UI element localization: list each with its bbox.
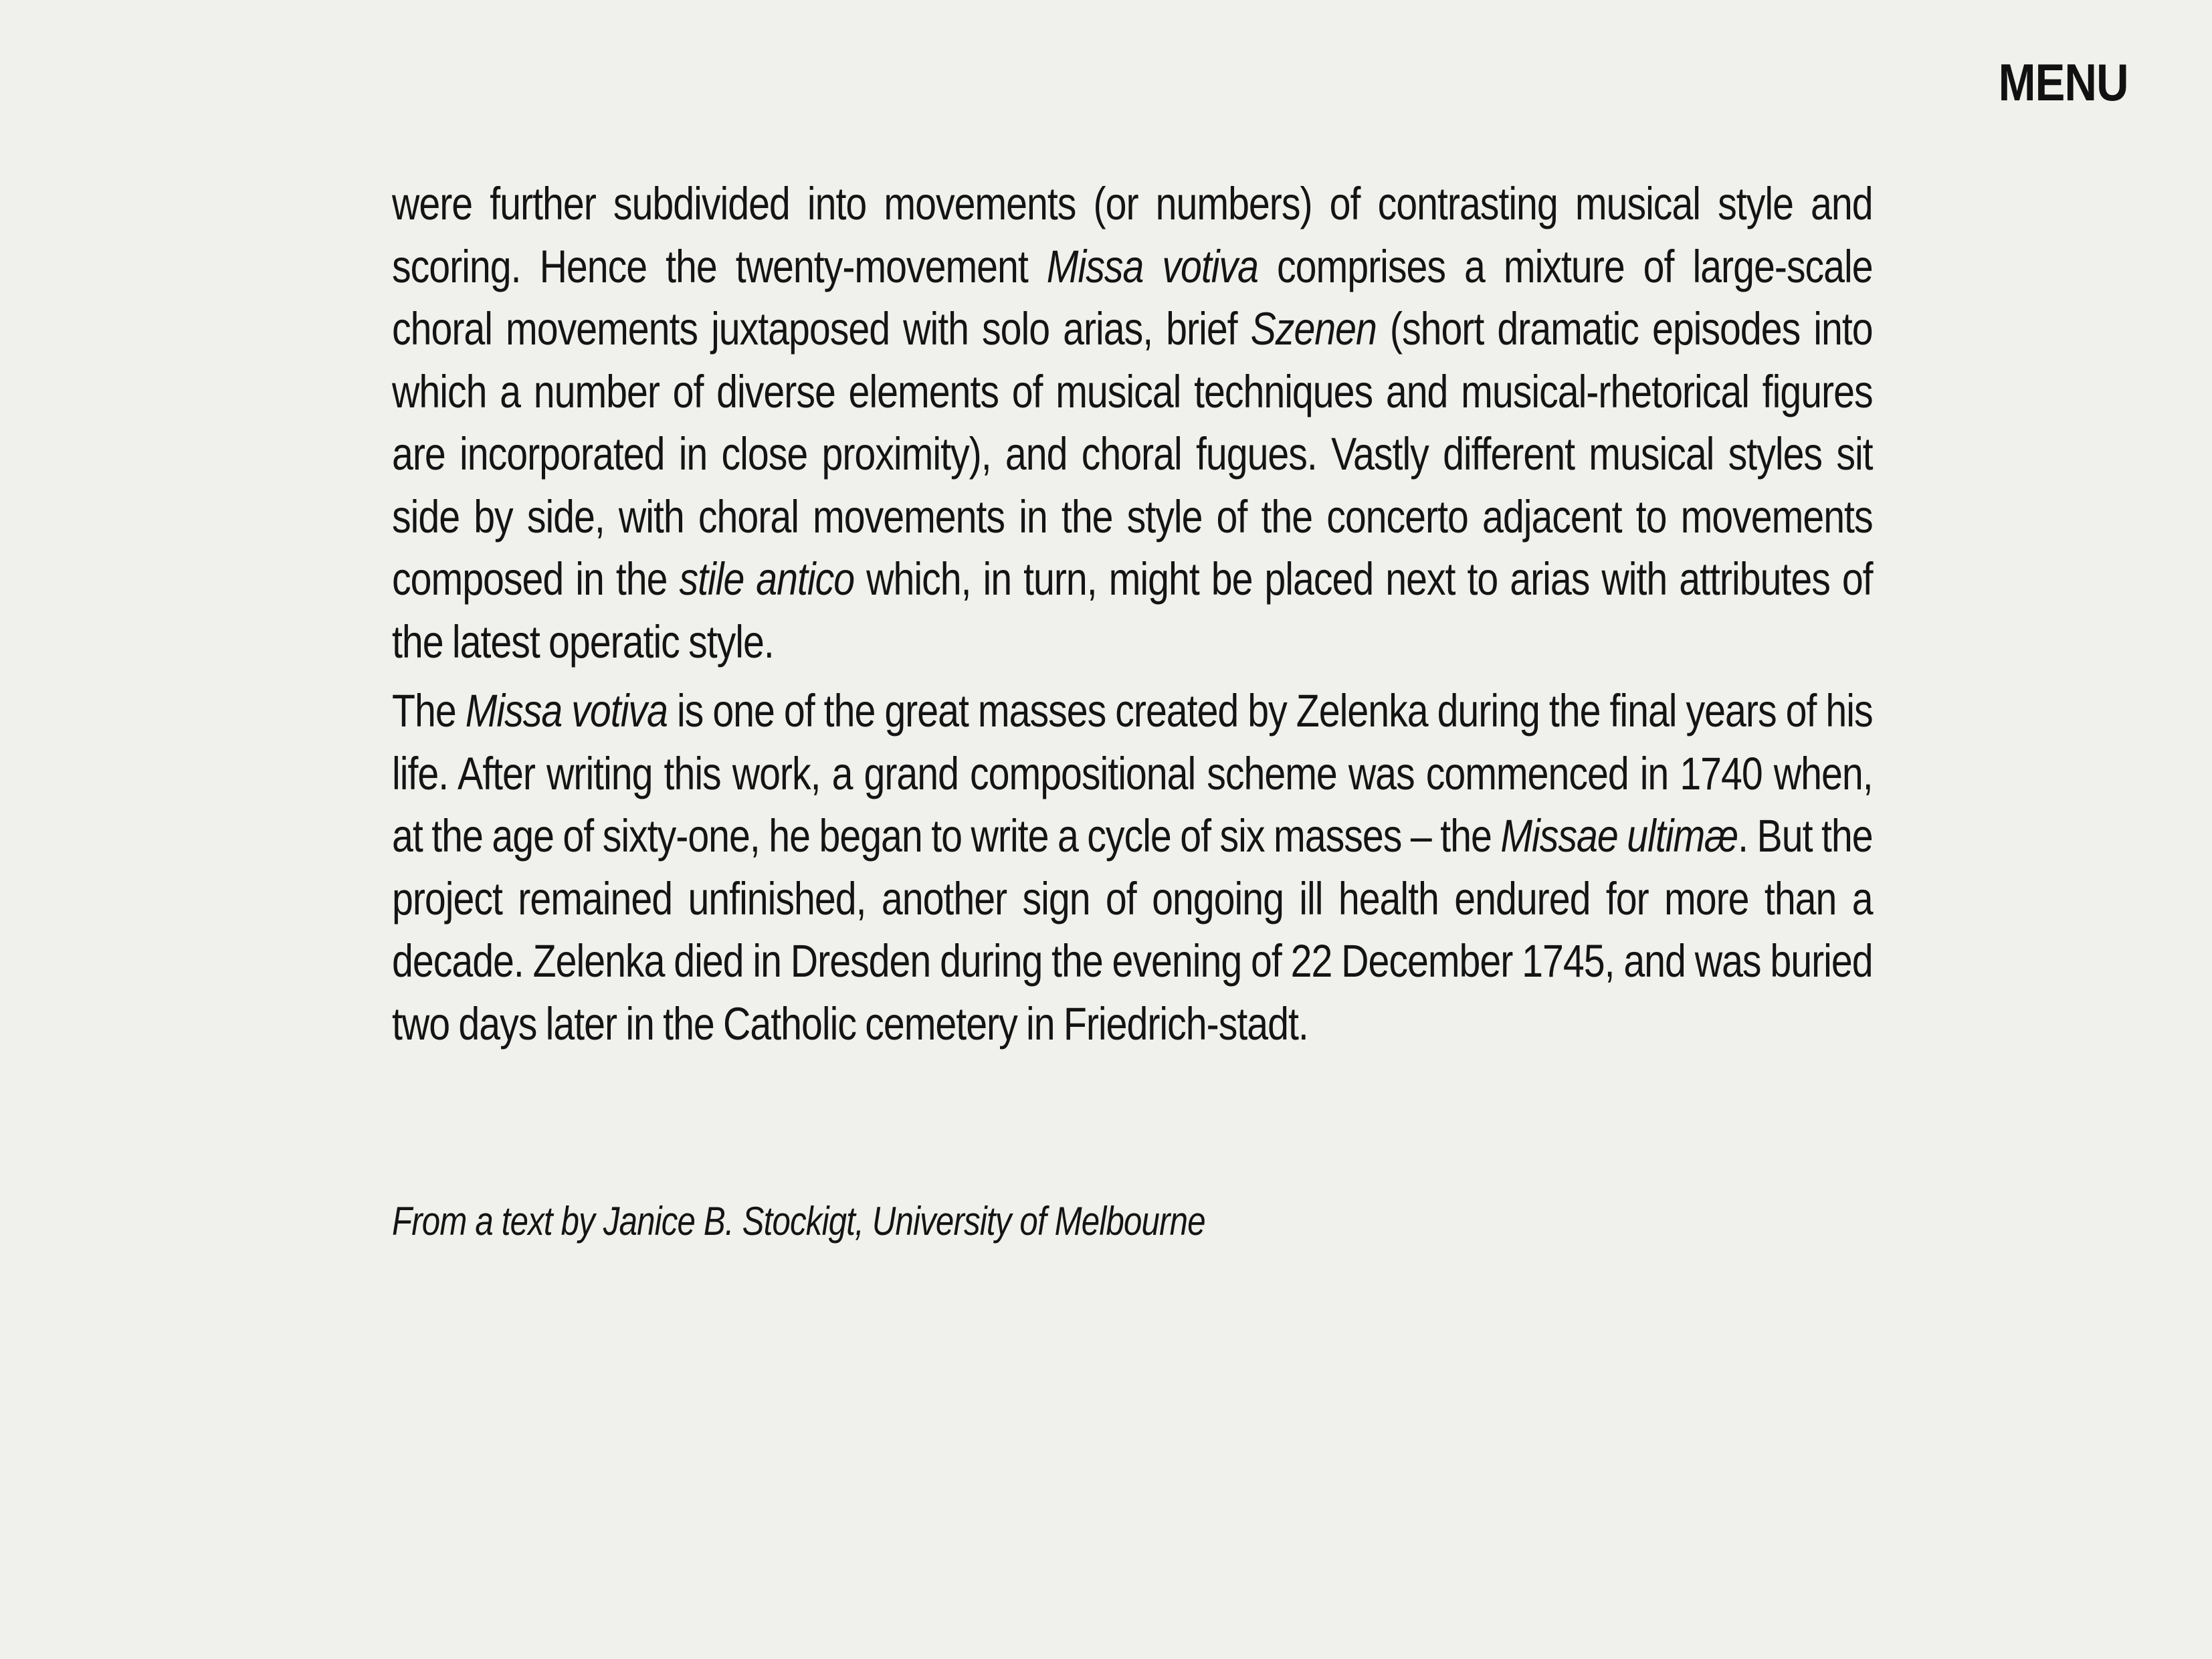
article-credit: From a text by Janice B. Stockigt, University of Melbourne <box>392 1199 1205 1244</box>
menu-button[interactable]: MENU <box>1998 53 2128 112</box>
paragraph-text: which, in turn, might be placed next to arias with attributes of the latest operatic style. <box>392 553 1873 668</box>
paragraph-text: is one of the great masses created by Zelenka during the final years of his life. After writing this work, a grand compositional scheme was commenced in 1740 when, at the age of sixty-one, he began to write a cycle of six masses – the <box>392 685 1873 862</box>
paragraph-text: were further subdivided into movements (or numbers) of contrasting musical style and scoring. Hence the twenty-movement <box>392 178 1873 292</box>
article-body <box>392 173 1873 1248</box>
article-paragraph-2 <box>392 680 1873 1117</box>
italic-title: Szenen <box>1250 303 1377 355</box>
paragraph-text: The <box>392 685 466 737</box>
italic-title: Missae ultimæ <box>1500 810 1738 862</box>
paragraph-text: . But the project remained unfinished, another sign of ongoing ill health endured for more than a decade. Zelenka died in Dresden during the evening of 22 December 1745, and was buried two days later in the Catholic cemetery in Friedrich-stadt. <box>392 810 1873 1050</box>
italic-title: stile antico <box>679 553 855 605</box>
italic-title: Missa votiva <box>1046 240 1259 292</box>
paragraph-text: (short dramatic episodes into which a number of diverse elements of musical techniques and musical-rhetorical figures are incorporated in close proximity), and choral fugues. Vastly different musical styles sit side by side, with choral movements in the style of the concerto adjacent to movements composed in the <box>392 303 1873 605</box>
article-paragraph-1 <box>392 173 1873 673</box>
paragraph-text: comprises a mixture of large-scale choral movements juxtaposed with solo arias, brief <box>392 240 1873 355</box>
italic-title: Missa votiva <box>465 685 668 737</box>
